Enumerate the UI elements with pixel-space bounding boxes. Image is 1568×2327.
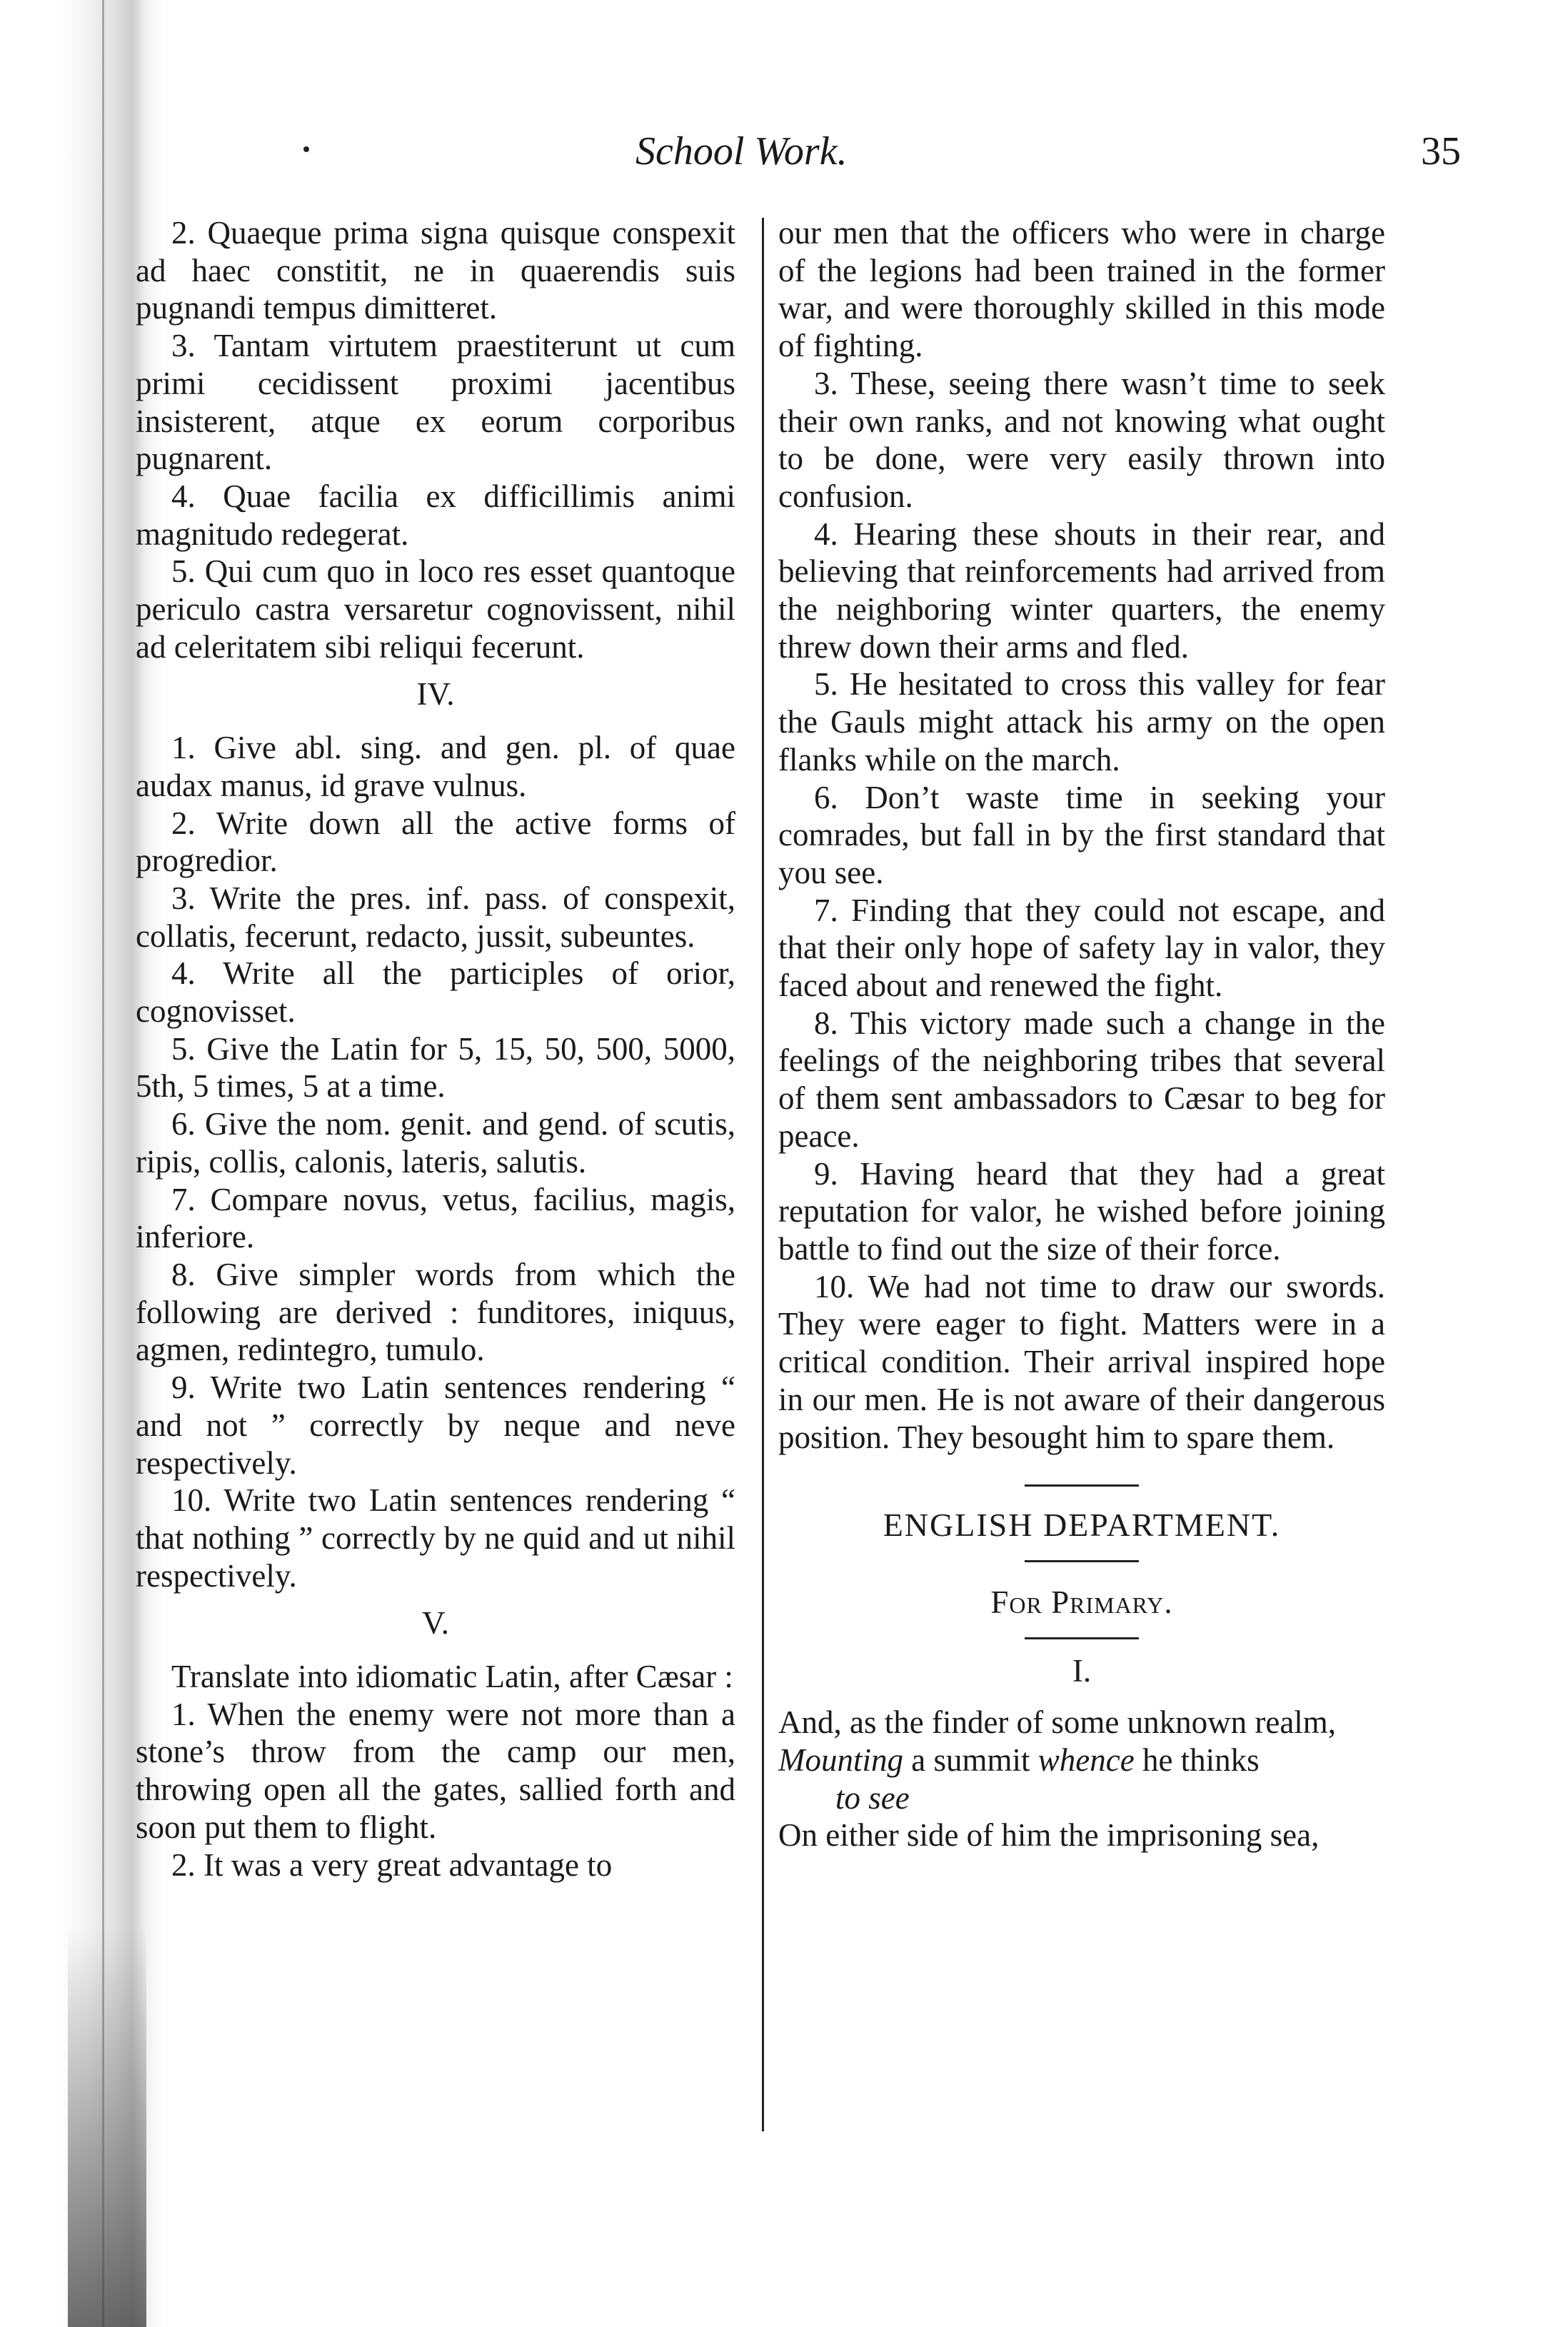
translation-item: 8. This victory made such a change in the feelings of the neighboring tribes that several of them sent ambassadors to Cæsar to beg for peace. <box>778 1005 1385 1154</box>
latin-paragraph: 4. Quae facilia ex difficillimis animi magnitudo redegerat. <box>136 478 735 552</box>
poem-line: And, as the finder of some unknown realm, <box>778 1704 1337 1741</box>
translation-item: 2. It was a very great advantage to <box>171 1846 613 1883</box>
left-column <box>136 214 735 1884</box>
print-dot <box>303 146 309 152</box>
translation-continued: our men that the officers who were in charge of the legions had been trained in the former war, and were thoroughly skilled in this mode of fighting. <box>778 215 1385 364</box>
question-item: 10. Write two Latin sentences rendering “ that nothing ” correctly by ne quid and ut nihil respectively. <box>136 1482 735 1594</box>
section-rule <box>1025 1637 1139 1639</box>
poem-excerpt <box>778 1704 1385 1854</box>
section-heading-v: V. <box>422 1605 449 1642</box>
translation-intro: Translate into idiomatic Latin, after Cæsar : <box>171 1659 733 1695</box>
poem-italic: whence <box>1037 1742 1135 1779</box>
section-rule <box>1025 1560 1139 1562</box>
latin-paragraph: 3. Tantam virtutem praestiterunt ut cum primi cecidissent proximi jacentibus insisterent, atque ex eorum corporibus pugnarent. <box>136 328 735 477</box>
running-head <box>0 129 1568 186</box>
section-heading-iv: IV. <box>416 676 455 713</box>
latin-paragraph: 2. Quaeque prima signa quisque conspexit ad haec constitit, ne in quaerendis suis pugnandi tempus dimitteret. <box>136 215 735 326</box>
question-item: 1. Give abl. sing. and gen. pl. of quae audax manus, id grave vulnus. <box>136 730 735 803</box>
question-item: 6. Give the nom. genit. and gend. of scutis, ripis, collis, calonis, lateris, salutis. <box>136 1106 735 1180</box>
question-item: 2. Write down all the active forms of progredior. <box>136 805 735 879</box>
translation-item: 4. Hearing these shouts in their rear, and believing that reinforcements had arrived from the neighboring winter quarters, the enemy threw down their arms and fled. <box>778 516 1385 665</box>
poem-italic: Mounting <box>778 1742 903 1779</box>
translation-item: 6. Don’t waste time in seeking your comrades, but fall in by the first standard that you see. <box>778 779 1385 890</box>
page-number: 35 <box>1421 129 1461 174</box>
poem-text: a summit <box>903 1742 1038 1779</box>
question-item: 5. Give the Latin for 5, 15, 50, 500, 5000, 5th, 5 times, 5 at a time. <box>136 1030 735 1105</box>
subheading-primary: For Primary. <box>990 1584 1173 1620</box>
question-item: 7. Compare novus, vetus, facilius, magis, inferiore. <box>136 1181 735 1255</box>
translation-item: 3. These, seeing there wasn’t time to seek their own ranks, and not knowing what ought to be done, were very easily thrown into confusion. <box>778 365 1385 514</box>
poem-text: he thinks <box>1134 1742 1260 1779</box>
translation-item: 7. Finding that they could not escape, and that their only hope of safety lay in valor, they faced about and renewed the fight. <box>778 892 1385 1004</box>
column-divider <box>762 218 764 2131</box>
right-column <box>778 214 1385 1854</box>
question-item: 8. Give simpler words from which the following are derived : funditores, iniquus, agmen, redintegro, tumulo. <box>136 1256 735 1368</box>
question-item: 3. Write the pres. inf. pass. of conspexit, collatis, fecerunt, redacto, jussit, subeuntes. <box>136 880 735 954</box>
section-rule <box>1025 1484 1139 1487</box>
translation-item: 9. Having heard that they had a great reputation for valor, he wished before joining battle to find out the size of their force. <box>778 1155 1385 1267</box>
translation-item: 1. When the enemy were not more than a stone’s throw from the camp our men, throwing open all the gates, sallied forth and soon put them to flight. <box>136 1696 735 1845</box>
translation-item: 5. He hesitated to cross this valley for fear the Gauls might attack his army on the open flanks while on the march. <box>778 666 1385 778</box>
department-heading: ENGLISH DEPARTMENT. <box>883 1507 1281 1544</box>
poem-line <box>778 1742 1385 1816</box>
question-item: 4. Write all the participles of orior, cognovisset. <box>136 955 735 1030</box>
poem-italic: to see <box>835 1779 910 1816</box>
scan-gutter-dark <box>68 1928 146 2327</box>
poem-line: On either side of him the imprisoning sea, <box>778 1817 1320 1854</box>
section-heading-i: I. <box>1072 1652 1092 1689</box>
translation-item: 10. We had not time to draw our swords. They were eager to fight. Matters were in a critical condition. Their arrival inspired hope in our men. He is not aware of their dangerous position. They besought him to spare them. <box>778 1268 1385 1455</box>
page-title: School Work. <box>635 129 848 174</box>
latin-paragraph: 5. Qui cum quo in loco res esset quantoque periculo castra versaretur cognovissent, nihil ad celeritatem sibi reliqui fecerunt. <box>136 553 735 665</box>
question-item: 9. Write two Latin sentences rendering “ and not ” correctly by neque and neve respectively. <box>136 1369 735 1481</box>
